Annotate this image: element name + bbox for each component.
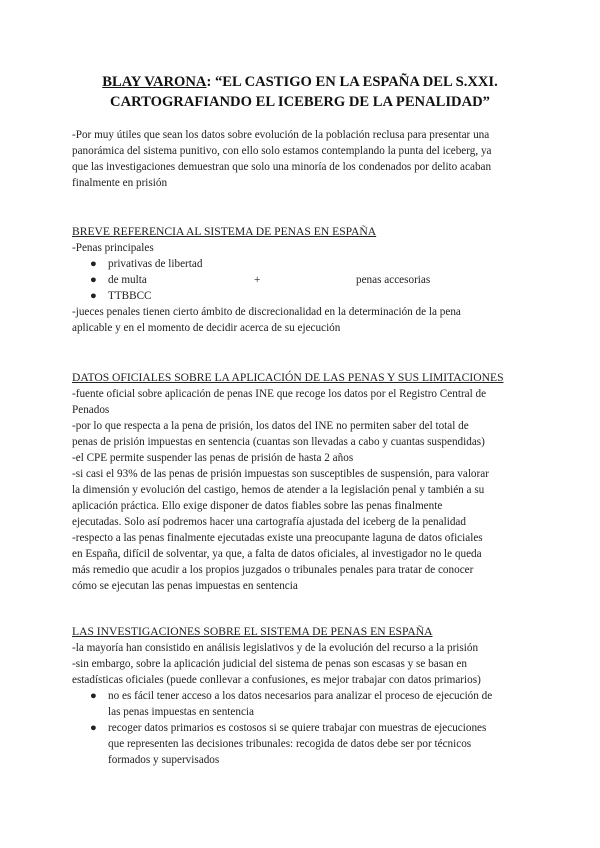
title-separator: : (206, 74, 212, 90)
bullet-text: que representen las decisiones tribunales: recogida de datos debe ser por técnicos (108, 738, 472, 750)
paragraph-line: cómo se ejecutan las penas impuestas en sentencia (72, 580, 298, 592)
bullet-icon: ● (90, 290, 97, 302)
bullet-item (72, 720, 532, 768)
bullet-text: recoger datos primarios es costosos si se quiere trabajar con muestras de ejecuciones (108, 722, 487, 734)
paragraph-line: -la mayoría han consistido en análisis legislativos y de la evolución del recurso a la prisión (72, 642, 479, 654)
paragraph-line: aplicable y en el momento de decidir acerca de su ejecución (72, 322, 341, 334)
paragraph-line: -el CPE permite suspender las penas de prisión de hasta 2 años (72, 452, 354, 464)
paragraph-line: -por lo que respecta a la pena de prisión, los datos del INE no permiten saber del total de (72, 420, 469, 432)
section-investigaciones (72, 624, 532, 768)
bullet-text: TTBBCC (108, 290, 152, 302)
bullet-item (72, 272, 532, 288)
section-penas (72, 224, 532, 336)
paragraph-line: penas de prisión impuestas en sentencia (cuantas son llevadas a cabo y cuantas suspendidas) (72, 436, 485, 448)
bullet-text: no es fácil tener acceso a los datos necesarios para analizar el proceso de ejecución de (108, 690, 493, 702)
paragraph-line: ejecutadas. Solo así podremos hacer una cartografía ajustada del iceberg de la penalidad (72, 516, 466, 528)
paragraph-line: Penados (72, 404, 110, 416)
bullet-item (72, 256, 532, 272)
paragraph-line: -sin embargo, sobre la aplicación judicial del sistema de penas son escasas y se basan en (72, 658, 467, 670)
intro-line: que las investigaciones demuestran que solo una minoría de los condenados por delito acaban (72, 161, 492, 173)
bullet-item (72, 288, 532, 304)
title-author: BLAY VARONA (102, 74, 207, 90)
accessory-penalties: penas accesorias (356, 274, 431, 286)
intro-line: -Por muy útiles que sean los datos sobre evolución de la población reclusa para presentar una (72, 129, 490, 141)
title-line1: “EL CASTIGO EN LA ESPAÑA DEL S.XXI. (211, 74, 498, 90)
title-line2: CARTOGRAFIANDO EL ICEBERG DE LA PENALIDAD” (110, 94, 490, 110)
section-heading: LAS INVESTIGACIONES SOBRE EL SISTEMA DE PENAS EN ESPAÑA (72, 625, 433, 638)
section-heading: BREVE REFERENCIA AL SISTEMA DE PENAS EN ESPAÑA (72, 225, 377, 238)
paragraph-line: -respecto a las penas finalmente ejecutadas existe una preocupante laguna de datos oficiales (72, 532, 483, 544)
intro-line: finalmente en prisión (72, 177, 168, 189)
section-heading: DATOS OFICIALES SOBRE LA APLICACIÓN DE LAS PENAS Y SUS LIMITACIONES (72, 371, 504, 384)
bullet-text: las penas impuestas en sentencia (108, 706, 255, 718)
paragraph-line: estadísticas oficiales (puede conllevar a confusiones, es mejor trabajar con datos primarios) (72, 674, 481, 686)
bullet-icon: ● (90, 258, 97, 270)
intro-line: panorámica del sistema punitivo, con ello solo estamos contemplando la punta del iceberg, ya (72, 145, 492, 157)
paragraph-line: más remedio que acudir a los propios juzgados o tribunales penales para tratar de conocer (72, 564, 474, 576)
document-title (60, 72, 540, 112)
plus-sign: + (254, 274, 261, 286)
paragraph-line: -fuente oficial sobre aplicación de penas INE que recoge los datos por el Registro Central de (72, 388, 487, 400)
bullet-icon: ● (90, 722, 97, 734)
bullet-text: de multa (108, 274, 147, 286)
paragraph-line: la dimensión y evolución del castigo, hemos de atender a la legislación penal y también a su (72, 484, 485, 496)
intro-paragraph (72, 127, 532, 191)
paragraph-line: aplicación práctica. Ello exige disponer de datos fiables sobre las penas finalmente (72, 500, 443, 512)
paragraph-line: -si casi el 93% de las penas de prisión impuestas son susceptibles de suspensión, para valorar (72, 468, 489, 480)
bullet-text: privativas de libertad (108, 258, 203, 270)
bullet-item (72, 688, 532, 720)
bullet-text: formados y supervisados (108, 754, 220, 766)
bullet-icon: ● (90, 274, 97, 286)
paragraph-line: -jueces penales tienen cierto ámbito de discrecionalidad en la determinación de la pena (72, 306, 461, 318)
penas-lead: -Penas principales (72, 242, 154, 254)
paragraph-line: en España, difícil de solventar, ya que, a falta de datos oficiales, al investigador no le queda (72, 548, 482, 560)
section-datos-oficiales (72, 370, 532, 594)
bullet-icon: ● (90, 690, 97, 702)
